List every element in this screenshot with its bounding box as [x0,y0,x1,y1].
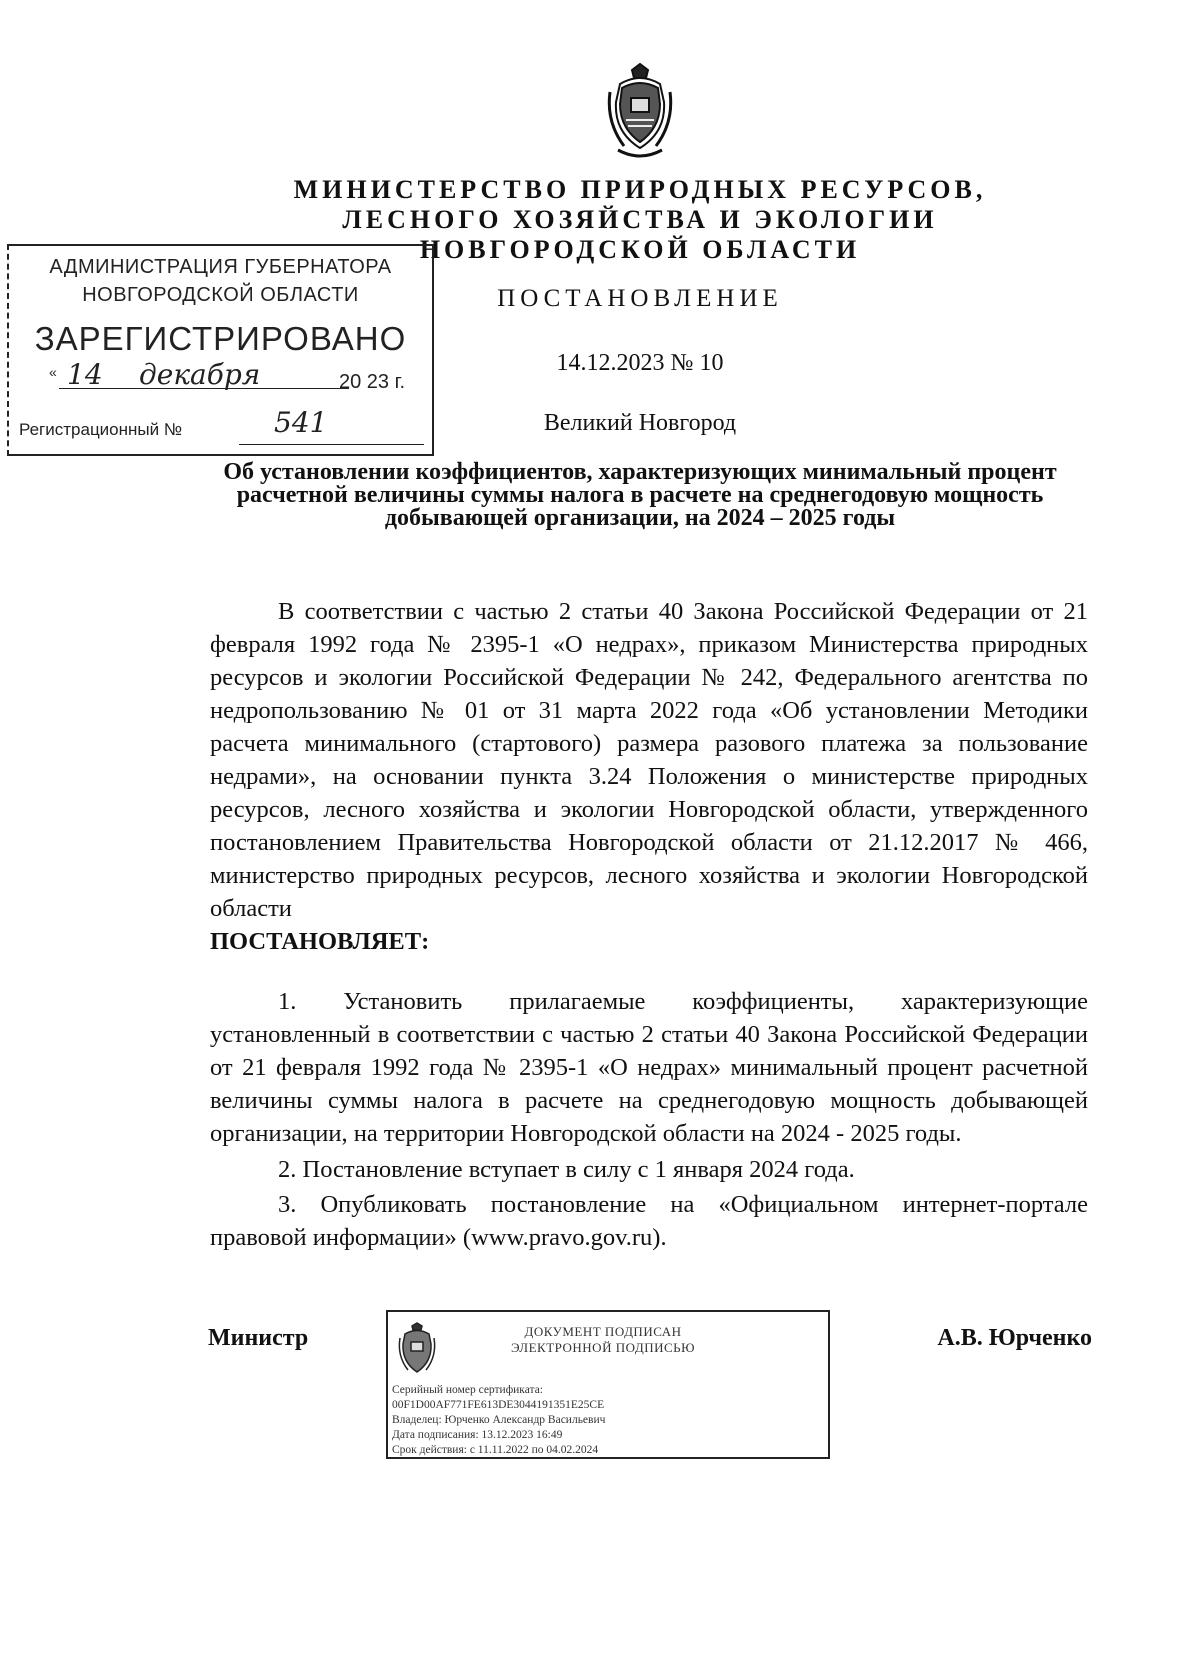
stamp-reg-line [239,444,424,445]
esig-signed-date: Дата подписания: 13.12.2023 16:49 [392,1429,563,1441]
stamp-reg-label: Регистрационный № [19,420,183,439]
stamp-month: декабря [139,358,261,391]
document-city: Великий Новгород [543,410,737,436]
stamp-line2: НОВГОРОДСКОЙ ОБЛАСТИ [82,284,359,306]
stamp-day: 14 [67,358,103,391]
registration-stamp [7,244,434,456]
esig-header-line2: ЭЛЕКТРОННОЙ ПОДПИСЬЮ [511,1340,695,1355]
esig-emblem-icon [396,1322,438,1380]
esig-owner: Владелец: Юрченко Александр Васильевич [392,1414,606,1426]
document-date-number: 14.12.2023 № 10 [556,350,724,376]
electronic-signature-stamp [386,1310,830,1459]
stamp-registered: ЗАРЕГИСТРИРОВАНО [34,320,407,357]
stamp-date-line [59,388,349,389]
preamble-text: В соответствии с частью 2 статьи 40 Закона Российской Федерации от 21 февраля 1992 года № 2395-1 «О недрах», приказом Министерства природных ресурсов и экологии Российской Федерации № 242, Федерального агентства по недропользованию № 01 от 31 марта 2022 года «Об установлении Методики расчета минимального (стартового) размера разового платежа за пользование недрами», на основании пункта 3.24 Положения о министерстве природных ресурсов, лесного хозяйства и экологии Новгородской области, утвержденного постановлением Правительства Новгородской области от 21.12.2017 № 466, министерство природных ресурсов, лесного хозяйства и экологии Новгородской области [210,598,1088,922]
esig-validity: Срок действия: с 11.11.2022 по 04.02.2024 [392,1444,599,1456]
body-item-3: 3. Опубликовать постановление на «Официальном интернет-портале правовой информации» (www.pravo.gov.ru). [210,1191,1088,1251]
body-item-2: 2. Постановление вступает в силу с 1 января 2024 года. [278,1156,855,1183]
coat-of-arms-emblem [604,62,676,166]
stamp-reg-number: 541 [274,406,328,439]
esig-header-line1: ДОКУМЕНТ ПОДПИСАН [524,1324,682,1339]
ministry-name-line2: ЛЕСНОГО ХОЗЯЙСТВА И ЭКОЛОГИИ [342,205,938,234]
esig-cert-serial: 00F1D00AF771FE613DE3044191351E25CE [392,1399,605,1411]
ministry-name-line1: МИНИСТЕРСТВО ПРИРОДНЫХ РЕСУРСОВ, [293,175,987,204]
body-paragraph-preamble [210,595,1088,958]
decree-word: ПОСТАНОВЛЯЕТ: [210,928,430,955]
body-item-1: 1. Установить прилагаемые коэффициенты, характеризующие установленный в соответствии с частью 2 статьи 40 Закона Российской Федерации от 21 февраля 1992 года № 2395-1 «О недрах» минимальный процент расчетной величины суммы налога в расчете на среднегодовую мощность добывающей организации, на территории Новгородской области на 2024 - 2025 годы. [210,988,1088,1147]
esig-cert-label: Серийный номер сертификата: [392,1384,543,1396]
ministry-name-line3: НОВГОРОДСКОЙ ОБЛАСТИ [419,235,861,264]
document-title: Об установлении коэффициентов, характеризующих минимальный процент расчетной величины суммы налога в расчете на среднегодовую мощность добывающей организации, на 2024 – 2025 годы [223,459,1057,531]
stamp-year: 20 23 г. [339,371,406,393]
signer-name: А.В. Юрченко [937,1325,1092,1351]
stamp-open-quote: « [49,364,57,380]
document-type: ПОСТАНОВЛЕНИЕ [497,285,783,312]
stamp-line1: АДМИНИСТРАЦИЯ ГУБЕРНАТОРА [49,256,392,278]
signer-position: Министр [208,1325,309,1351]
